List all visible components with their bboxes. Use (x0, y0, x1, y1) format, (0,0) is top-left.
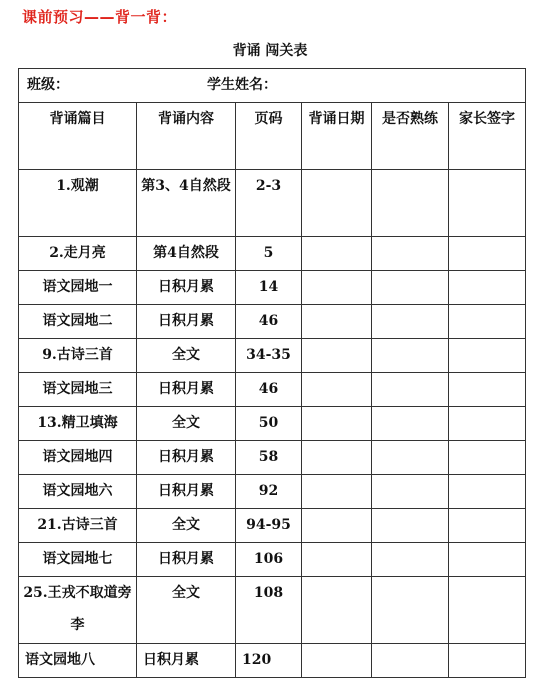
col-header-fluent: 是否熟练 (372, 103, 449, 170)
cell-signature[interactable] (449, 170, 526, 237)
col-header-item: 背诵篇目 (19, 103, 137, 170)
col-header-content: 背诵内容 (137, 103, 236, 170)
cell-signature[interactable] (449, 441, 526, 475)
cell-date[interactable] (302, 339, 372, 373)
cell-page: 58 (236, 441, 302, 475)
preview-heading: 课前预习——背一背： (22, 8, 178, 26)
cell-signature[interactable] (449, 475, 526, 509)
cell-date[interactable] (302, 271, 372, 305)
cell-content: 日积月累 (137, 475, 236, 509)
cell-content: 日积月累 (137, 373, 236, 407)
cell-signature[interactable] (449, 305, 526, 339)
table-row (19, 170, 526, 237)
header-row (19, 103, 526, 170)
cell-page: 34-35 (236, 339, 302, 373)
table-row (19, 339, 526, 373)
table-row (19, 644, 526, 678)
cell-item: 21.古诗三首 (19, 509, 137, 543)
col-header-date: 背诵日期 (302, 103, 372, 170)
cell-date[interactable] (302, 170, 372, 237)
cell-date[interactable] (302, 577, 372, 644)
cell-item: 语文园地三 (19, 373, 137, 407)
cell-signature[interactable] (449, 509, 526, 543)
recitation-table (18, 68, 526, 678)
sheet-title: 背诵 闯关表 (232, 43, 308, 59)
cell-page: 46 (236, 373, 302, 407)
table-row (19, 305, 526, 339)
cell-content: 第3、4自然段 (137, 170, 236, 237)
cell-content: 日积月累 (137, 441, 236, 475)
cell-content: 日积月累 (137, 543, 236, 577)
cell-fluent[interactable] (372, 305, 449, 339)
student-name-label: 学生姓名： (207, 77, 277, 93)
cell-signature[interactable] (449, 339, 526, 373)
cell-item: 语文园地八 (19, 644, 137, 678)
cell-item: 语文园地六 (19, 475, 137, 509)
cell-signature[interactable] (449, 271, 526, 305)
table-row (19, 237, 526, 271)
table-row (19, 577, 526, 644)
table-row (19, 441, 526, 475)
cell-date[interactable] (302, 509, 372, 543)
table-row (19, 509, 526, 543)
table-row (19, 373, 526, 407)
info-cell (19, 69, 526, 103)
cell-fluent[interactable] (372, 644, 449, 678)
cell-date[interactable] (302, 475, 372, 509)
cell-signature[interactable] (449, 373, 526, 407)
cell-fluent[interactable] (372, 170, 449, 237)
table-row (19, 407, 526, 441)
cell-item: 语文园地七 (19, 543, 137, 577)
cell-signature[interactable] (449, 407, 526, 441)
cell-date[interactable] (302, 441, 372, 475)
cell-fluent[interactable] (372, 543, 449, 577)
cell-page: 92 (236, 475, 302, 509)
table-row (19, 543, 526, 577)
class-label: 班级： (27, 77, 69, 93)
cell-item: 语文园地一 (19, 271, 137, 305)
cell-item: 13.精卫填海 (19, 407, 137, 441)
cell-fluent[interactable] (372, 475, 449, 509)
cell-fluent[interactable] (372, 271, 449, 305)
cell-page: 94-95 (236, 509, 302, 543)
cell-page: 46 (236, 305, 302, 339)
cell-signature[interactable] (449, 543, 526, 577)
info-row (19, 69, 526, 103)
table-row (19, 475, 526, 509)
cell-item: 语文园地二 (19, 305, 137, 339)
cell-fluent[interactable] (372, 407, 449, 441)
cell-date[interactable] (302, 373, 372, 407)
cell-content: 日积月累 (137, 305, 236, 339)
cell-content: 全文 (137, 577, 236, 644)
cell-item: 2.走月亮 (19, 237, 137, 271)
cell-page: 106 (236, 543, 302, 577)
cell-date[interactable] (302, 407, 372, 441)
cell-page: 108 (236, 577, 302, 644)
cell-fluent[interactable] (372, 339, 449, 373)
cell-content: 全文 (137, 339, 236, 373)
cell-date[interactable] (302, 305, 372, 339)
cell-date[interactable] (302, 543, 372, 577)
cell-content: 全文 (137, 407, 236, 441)
cell-signature[interactable] (449, 644, 526, 678)
cell-item: 1.观潮 (19, 170, 137, 237)
cell-content: 全文 (137, 509, 236, 543)
cell-fluent[interactable] (372, 509, 449, 543)
cell-content: 第4自然段 (137, 237, 236, 271)
cell-signature[interactable] (449, 577, 526, 644)
cell-fluent[interactable] (372, 441, 449, 475)
cell-fluent[interactable] (372, 237, 449, 271)
cell-signature[interactable] (449, 237, 526, 271)
cell-item: 9.古诗三首 (19, 339, 137, 373)
cell-item: 语文园地四 (19, 441, 137, 475)
cell-content: 日积月累 (137, 644, 236, 678)
col-header-page: 页码 (236, 103, 302, 170)
cell-page: 14 (236, 271, 302, 305)
cell-date[interactable] (302, 237, 372, 271)
cell-date[interactable] (302, 644, 372, 678)
cell-fluent[interactable] (372, 373, 449, 407)
cell-page: 5 (236, 237, 302, 271)
cell-page: 120 (236, 644, 302, 678)
cell-item: 25.王戎不取道旁李 (19, 577, 137, 644)
col-header-signature: 家长签字 (449, 103, 526, 170)
cell-content: 日积月累 (137, 271, 236, 305)
cell-page: 50 (236, 407, 302, 441)
cell-page: 2-3 (236, 170, 302, 237)
table-row (19, 271, 526, 305)
cell-fluent[interactable] (372, 577, 449, 644)
